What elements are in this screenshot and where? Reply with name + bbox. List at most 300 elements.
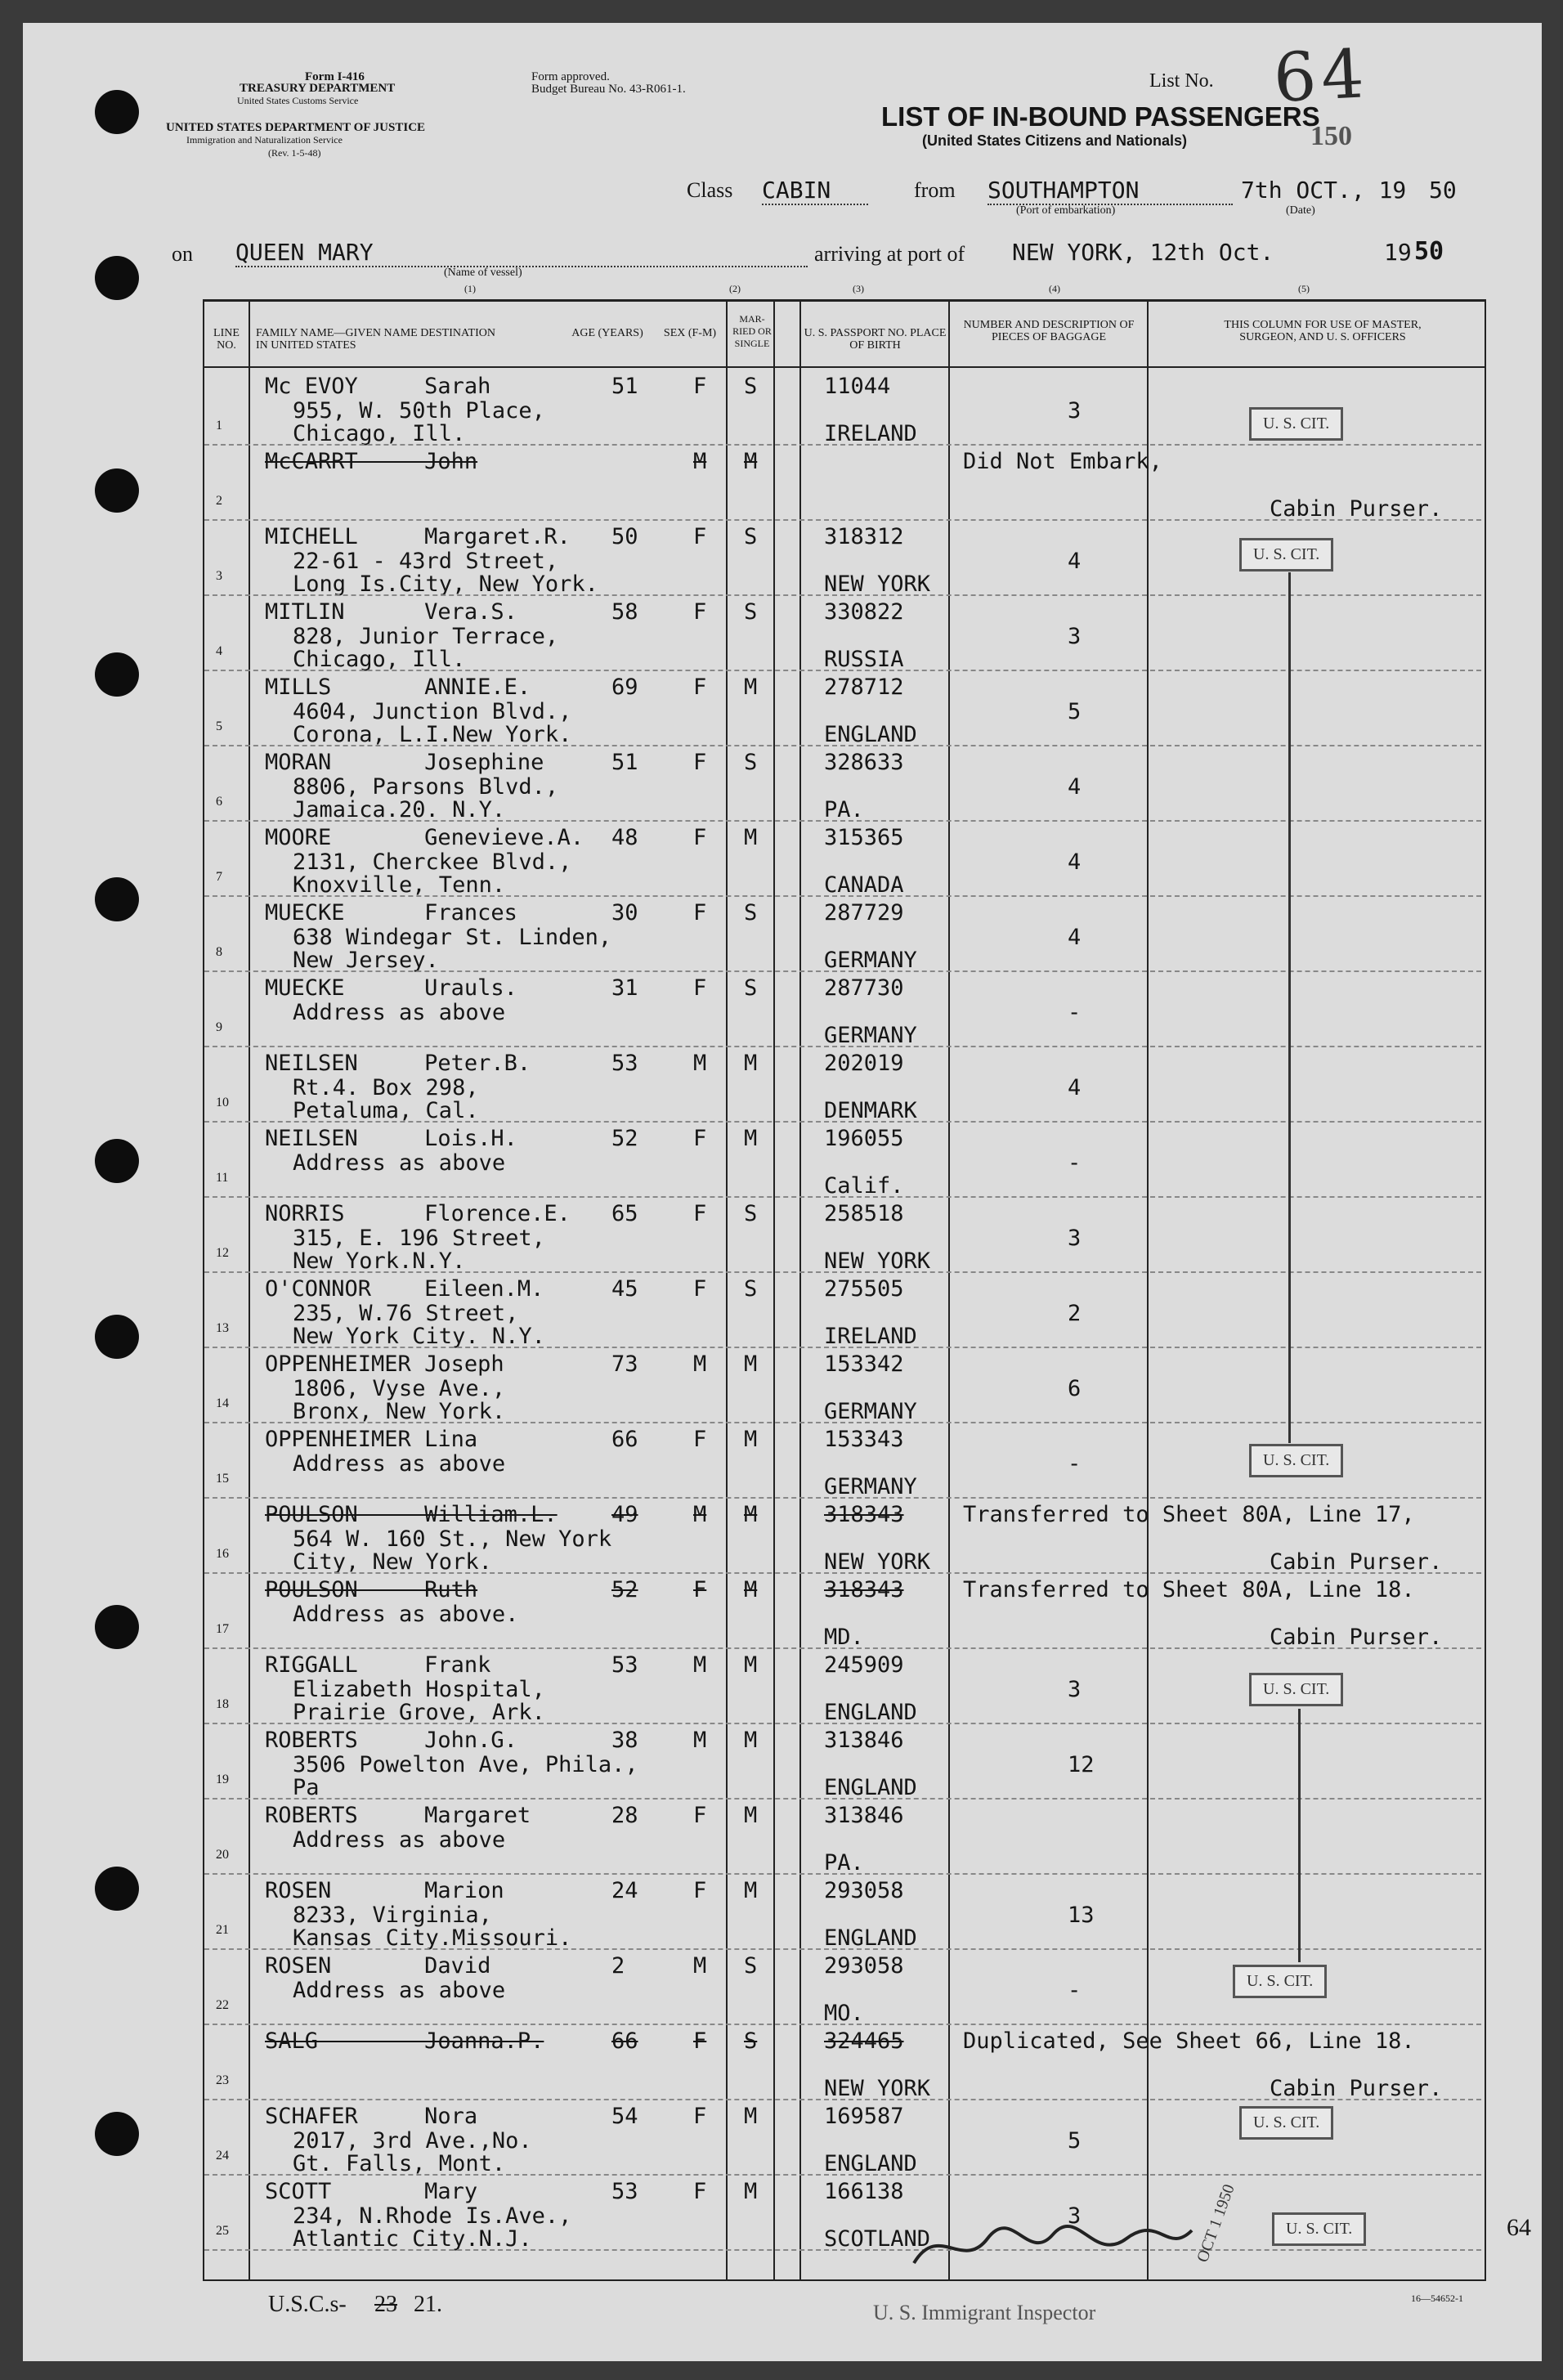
page-number: 150 — [1310, 121, 1352, 151]
passenger-age: 69 — [611, 675, 638, 700]
col-divider — [948, 299, 950, 2279]
passport-number: 293058 — [824, 1953, 904, 1979]
passport-number: 153343 — [824, 1427, 904, 1452]
passport-number: 202019 — [824, 1051, 904, 1076]
address-line-1: Address as above — [293, 1978, 506, 2003]
passenger-sex: F — [693, 1427, 707, 1452]
place-of-birth: PA. — [824, 1850, 864, 1876]
passport-number: 313846 — [824, 1803, 904, 1828]
passenger-name: MILLS ANNIE.E. — [265, 675, 531, 700]
passenger-sex: M — [693, 1953, 707, 1979]
passenger-name: MORAN Josephine — [265, 750, 544, 775]
line-number: 16 — [216, 1547, 229, 1561]
address-line-1: 564 W. 160 St., New York — [293, 1526, 612, 1552]
punch-hole — [95, 1605, 139, 1649]
marital-status: M — [744, 1427, 758, 1452]
passenger-age: 54 — [611, 2104, 638, 2129]
address-line-1: Address as above — [293, 1827, 506, 1853]
line-number: 17 — [216, 1622, 229, 1636]
baggage-count: 5 — [1068, 2128, 1082, 2154]
line-number: 14 — [216, 1396, 229, 1410]
marital-status: S — [744, 975, 758, 1001]
passport-number: 245909 — [824, 1652, 904, 1678]
line-number: 9 — [216, 1020, 222, 1034]
passenger-name: MOORE Genevieve.A. — [265, 825, 584, 850]
purser-note: Did Not Embark, — [963, 449, 1162, 474]
col-divider — [1147, 299, 1149, 2279]
line-number: 19 — [216, 1773, 229, 1786]
inspector-caption: U. S. Immigrant Inspector — [873, 2301, 1096, 2324]
passenger-sex: F — [693, 2179, 707, 2204]
corner-note: 64 — [1507, 2214, 1531, 2241]
stamp-bracket-line — [1298, 1709, 1301, 1962]
passenger-sex: F — [693, 1276, 707, 1302]
col-num-4: (4) — [1049, 283, 1060, 294]
passenger-sex: F — [693, 975, 707, 1001]
passenger-name: ROSEN David — [265, 1953, 491, 1979]
address-line-1: Elizabeth Hospital, — [293, 1677, 545, 1702]
baggage-count: 4 — [1068, 849, 1082, 875]
marital-status: S — [744, 750, 758, 775]
address-line-2: Pa — [293, 1775, 320, 1800]
purser-note: Transferred to Sheet 80A, Line 17, — [963, 1502, 1415, 1527]
baggage-count: 2 — [1068, 1301, 1082, 1326]
marital-status: M — [744, 1502, 758, 1527]
marital-status: M — [744, 449, 758, 474]
passenger-name: SCHAFER Nora — [265, 2104, 478, 2129]
baggage-count: 12 — [1068, 1752, 1095, 1777]
passport-number: 318343 — [824, 1502, 904, 1527]
punch-hole — [95, 256, 139, 300]
marital-status: M — [744, 1803, 758, 1828]
document-sheet — [23, 23, 1542, 2361]
address-line-1: 955, W. 50th Place, — [293, 398, 545, 424]
print-code: 16—54652-1 — [1411, 2293, 1463, 2304]
punch-hole — [95, 652, 139, 697]
passenger-age: 38 — [611, 1728, 638, 1753]
passenger-sex: F — [693, 825, 707, 850]
marital-status: M — [744, 675, 758, 700]
passenger-name: Mc EVOY Sarah — [265, 374, 491, 399]
passenger-age: 66 — [611, 2028, 638, 2054]
place-of-birth: GERMANY — [824, 1023, 917, 1048]
address-line-2: New York.N.Y. — [293, 1248, 466, 1274]
passport-number: 11044 — [824, 374, 891, 399]
place-of-birth: NEW YORK — [824, 1248, 931, 1274]
marital-status: S — [744, 374, 758, 399]
punch-hole — [95, 90, 139, 134]
col-divider — [726, 299, 728, 2279]
passenger-name: POULSON William.L. — [265, 1502, 558, 1527]
dept-name: TREASURY DEPARTMENT — [240, 82, 396, 95]
date-stamp: OCT 1 1950 — [1193, 2181, 1238, 2265]
address-line-2: Chicago, Ill. — [293, 421, 466, 446]
passenger-age: 28 — [611, 1803, 638, 1828]
baggage-count: 4 — [1068, 925, 1082, 950]
list-title: LIST OF IN-BOUND PASSENGERS — [881, 101, 1320, 132]
purser-signoff: Cabin Purser. — [1270, 496, 1443, 522]
punch-hole — [95, 1315, 139, 1359]
line-number: 24 — [216, 2149, 229, 2163]
passenger-sex: F — [693, 1803, 707, 1828]
passenger-age: 51 — [611, 750, 638, 775]
passenger-name: MICHELL Margaret.R. — [265, 524, 571, 549]
passenger-sex: F — [693, 750, 707, 775]
row-divider — [204, 2174, 1481, 2176]
col-num-2: (2) — [729, 283, 741, 294]
line-number: 6 — [216, 795, 222, 809]
justice-dept: UNITED STATES DEPARTMENT OF JUSTICE — [166, 121, 426, 134]
col-head-officers: THIS COLUMN FOR USE OF MASTER, SURGEON, AND U. S. OFFICERS — [1224, 319, 1422, 343]
row-divider — [204, 1798, 1481, 1800]
place-of-birth: NEW YORK — [824, 2076, 931, 2101]
address-line-2: New York City. N.Y. — [293, 1324, 545, 1349]
purser-signoff: Cabin Purser. — [1270, 1625, 1443, 1650]
arrival-year: 50 — [1414, 237, 1444, 266]
passport-number: 293058 — [824, 1878, 904, 1903]
baggage-count: 3 — [1068, 1677, 1082, 1702]
passenger-age: 2 — [611, 1953, 625, 1979]
place-of-birth: Calif. — [824, 1173, 904, 1199]
line-number: 5 — [216, 719, 222, 733]
baggage-count: 4 — [1068, 774, 1082, 800]
baggage-count: 4 — [1068, 1075, 1082, 1100]
port-embark-caption: (Port of embarkation) — [1016, 204, 1116, 217]
address-line-2: Petaluma, Cal. — [293, 1098, 479, 1123]
ins-name: Immigration and Naturalization Service — [186, 134, 343, 146]
address-line-2: Jamaica.20. N.Y. — [293, 797, 506, 822]
place-of-birth: GERMANY — [824, 1399, 917, 1424]
place-of-birth: GERMANY — [824, 1474, 917, 1499]
inspector-signature — [906, 2214, 1200, 2279]
col-divider — [773, 299, 775, 2279]
passenger-sex: M — [693, 1502, 707, 1527]
col-num-3: (3) — [853, 283, 864, 294]
address-line-2: Long Is.City, New York. — [293, 571, 598, 597]
passenger-sex: F — [693, 2028, 707, 2054]
from-value: SOUTHAMPTON — [988, 177, 1233, 205]
line-number: 1 — [216, 419, 222, 433]
line-number: 20 — [216, 1848, 229, 1862]
service-name: United States Customs Service — [237, 95, 359, 106]
passenger-name: NEILSEN Peter.B. — [265, 1051, 531, 1076]
col-num-5: (5) — [1298, 283, 1310, 294]
address-line-1: Address as above — [293, 1451, 506, 1477]
passenger-name: MUECKE Frances — [265, 900, 517, 926]
vessel-name: QUEEN MARY — [235, 239, 808, 267]
place-of-birth: CANADA — [824, 872, 904, 898]
stamp-bracket-line — [1288, 572, 1291, 1443]
marital-status: S — [744, 599, 758, 625]
passenger-age: 49 — [611, 1502, 638, 1527]
arrival-year-prefix: 19 — [1384, 239, 1412, 266]
row-divider — [204, 519, 1481, 521]
passenger-name: SALG Joanna.P. — [265, 2028, 544, 2054]
passenger-age: 58 — [611, 599, 638, 625]
passenger-sex: F — [693, 1577, 707, 1602]
passport-number: 328633 — [824, 750, 904, 775]
address-line-1: 3506 Powelton Ave, Phila., — [293, 1752, 638, 1777]
line-number: 21 — [216, 1923, 229, 1937]
passport-number: 196055 — [824, 1126, 904, 1151]
passport-number: 287730 — [824, 975, 904, 1001]
list-no-handwritten: 64 — [1271, 35, 1371, 118]
col-head-age: AGE (YEARS) — [571, 327, 643, 339]
line-number: 15 — [216, 1472, 229, 1486]
header-rule — [203, 366, 1485, 368]
passport-number: 287729 — [824, 900, 904, 926]
marital-status: M — [744, 1577, 758, 1602]
marital-status: M — [744, 1351, 758, 1377]
passenger-name: SCOTT Mary — [265, 2179, 478, 2204]
passenger-age: 52 — [611, 1126, 638, 1151]
marital-status: M — [744, 1126, 758, 1151]
class-label: Class — [687, 178, 733, 202]
col-head-line-no: LINE NO. — [213, 327, 240, 352]
us-cit-stamp: U. S. CIT. — [1239, 2106, 1333, 2140]
col-divider — [249, 299, 250, 2279]
class-value: CABIN — [762, 177, 868, 205]
purser-signoff: Cabin Purser. — [1270, 1549, 1443, 1575]
row-divider — [204, 1647, 1481, 1649]
passenger-sex: F — [693, 599, 707, 625]
uscs-label: U.S.C.s- — [268, 2292, 347, 2317]
marital-status: M — [744, 1051, 758, 1076]
baggage-count: 6 — [1068, 1376, 1082, 1401]
marital-status: S — [744, 2028, 758, 2054]
arrival-port: NEW YORK, 12th Oct. — [1012, 239, 1274, 266]
address-line-1: 234, N.Rhode Is.Ave., — [293, 2203, 572, 2229]
col-head-sex: SEX (F-M) — [663, 327, 717, 339]
passenger-sex: F — [693, 1126, 707, 1151]
uscs-number: 21. — [414, 2292, 442, 2317]
line-number: 25 — [216, 2224, 229, 2238]
passport-number: 324465 — [824, 2028, 904, 2054]
marital-status: M — [744, 1878, 758, 1903]
us-cit-stamp: U. S. CIT. — [1233, 1965, 1327, 1998]
form-rev: (Rev. 1-5-48) — [268, 147, 321, 159]
passport-number: 169587 — [824, 2104, 904, 2129]
punch-hole — [95, 2112, 139, 2156]
marital-status: S — [744, 1953, 758, 1979]
passenger-sex: F — [693, 675, 707, 700]
baggage-count: 13 — [1068, 1903, 1095, 1928]
address-line-2: Prairie Grove, Ark. — [293, 1700, 545, 1725]
address-line-1: 2017, 3rd Ave.,No. — [293, 2128, 532, 2154]
passenger-sex: M — [693, 1728, 707, 1753]
passenger-sex: F — [693, 374, 707, 399]
address-line-2: Knoxville, Tenn. — [293, 872, 506, 898]
passenger-sex: M — [693, 449, 707, 474]
marital-status: M — [744, 1652, 758, 1678]
us-cit-stamp: U. S. CIT. — [1272, 2212, 1366, 2246]
address-line-1: 638 Windegar St. Linden, — [293, 925, 612, 950]
marital-status: S — [744, 900, 758, 926]
passenger-age: 24 — [611, 1878, 638, 1903]
passport-number: 278712 — [824, 675, 904, 700]
address-line-1: 8806, Parsons Blvd., — [293, 774, 559, 800]
col-head-married: MAR-RIED OR SINGLE — [732, 313, 772, 349]
passenger-sex: M — [693, 1652, 707, 1678]
passenger-name: McCARRT John — [265, 449, 478, 474]
baggage-count: 4 — [1068, 549, 1082, 574]
line-number: 8 — [216, 945, 222, 959]
address-line-2: Corona, L.I.New York. — [293, 722, 572, 747]
passenger-name: NORRIS Florence.E. — [265, 1201, 571, 1226]
passenger-name: NEILSEN Lois.H. — [265, 1126, 517, 1151]
marital-status: S — [744, 524, 758, 549]
baggage-count: 5 — [1068, 699, 1082, 724]
row-divider — [204, 1572, 1481, 1574]
address-line-1: 22-61 - 43rd Street, — [293, 549, 559, 574]
passenger-sex: F — [693, 1878, 707, 1903]
passenger-age: 30 — [611, 900, 638, 926]
passenger-sex: F — [693, 900, 707, 926]
marital-status: M — [744, 1728, 758, 1753]
passenger-sex: F — [693, 1201, 707, 1226]
line-number: 12 — [216, 1246, 229, 1260]
place-of-birth: MD. — [824, 1625, 864, 1650]
address-line-2: Kansas City.Missouri. — [293, 1925, 572, 1951]
place-of-birth: RUSSIA — [824, 647, 904, 672]
place-of-birth: ENGLAND — [824, 1700, 917, 1725]
line-number: 23 — [216, 2073, 229, 2087]
us-cit-stamp: U. S. CIT. — [1249, 1444, 1343, 1477]
budget-bureau: Budget Bureau No. 43-R061-1. — [531, 83, 686, 96]
punch-hole — [95, 877, 139, 921]
passport-number: 318343 — [824, 1577, 904, 1602]
row-divider — [204, 2249, 1481, 2251]
us-cit-stamp: U. S. CIT. — [1239, 538, 1333, 571]
passport-number: 318312 — [824, 524, 904, 549]
address-line-2: Gt. Falls, Mont. — [293, 2151, 506, 2176]
place-of-birth: NEW YORK — [824, 1549, 931, 1575]
address-line-1: Rt.4. Box 298, — [293, 1075, 479, 1100]
passenger-name: RIGGALL Frank — [265, 1652, 491, 1678]
address-line-1: Address as above — [293, 1000, 506, 1025]
purser-signoff: Cabin Purser. — [1270, 2076, 1443, 2101]
address-line-1: 235, W.76 Street, — [293, 1301, 519, 1326]
row-divider — [204, 1873, 1481, 1875]
table-top-rule — [203, 299, 1485, 302]
passenger-age: 53 — [611, 1652, 638, 1678]
passenger-name: ROBERTS John.G. — [265, 1728, 517, 1753]
address-line-1: 828, Junior Terrace, — [293, 624, 559, 649]
list-subtitle: (United States Citizens and Nationals) — [922, 132, 1188, 149]
form-approved: Form approved. — [531, 70, 610, 83]
passenger-name: OPPENHEIMER Lina — [265, 1427, 478, 1452]
passenger-sex: F — [693, 2104, 707, 2129]
passenger-age: 31 — [611, 975, 638, 1001]
punch-hole — [95, 1139, 139, 1183]
passenger-age: 65 — [611, 1201, 638, 1226]
row-divider — [204, 1948, 1481, 1950]
place-of-birth: ENGLAND — [824, 722, 917, 747]
passport-number: 166138 — [824, 2179, 904, 2204]
address-line-2: Chicago, Ill. — [293, 647, 466, 672]
col-num-1: (1) — [464, 283, 476, 294]
sail-year: 50 — [1429, 177, 1457, 204]
col-head-passport: U. S. PASSPORT NO. PLACE OF BIRTH — [804, 327, 947, 352]
place-of-birth: MO. — [824, 2001, 864, 2026]
address-line-2: New Jersey. — [293, 948, 439, 973]
line-number: 2 — [216, 494, 222, 508]
place-of-birth: PA. — [824, 797, 864, 822]
passenger-name: ROBERTS Margaret — [265, 1803, 531, 1828]
passenger-age: 48 — [611, 825, 638, 850]
row-divider — [204, 1497, 1481, 1499]
address-line-1: 315, E. 196 Street, — [293, 1226, 545, 1251]
passport-number: 258518 — [824, 1201, 904, 1226]
arriving-label: arriving at port of — [814, 242, 965, 266]
passenger-age: 66 — [611, 1427, 638, 1452]
baggage-count: 3 — [1068, 2203, 1082, 2229]
baggage-count: 3 — [1068, 398, 1082, 424]
passenger-sex: M — [693, 1051, 707, 1076]
col-head-name: FAMILY NAME—GIVEN NAME DESTINATION IN UNITED STATES — [256, 327, 495, 352]
form-id: Form I-416 — [305, 70, 365, 83]
passenger-age: 53 — [611, 1051, 638, 1076]
passenger-age: 53 — [611, 2179, 638, 2204]
line-number: 13 — [216, 1321, 229, 1335]
passenger-age: 52 — [611, 1577, 638, 1602]
passenger-sex: M — [693, 1351, 707, 1377]
baggage-count: - — [1068, 1150, 1082, 1176]
col-head-baggage: NUMBER AND DESCRIPTION OF PIECES OF BAGGAGE — [963, 319, 1135, 343]
address-line-1: 8233, Virginia, — [293, 1903, 492, 1928]
passport-number: 315365 — [824, 825, 904, 850]
passenger-name: MITLIN Vera.S. — [265, 599, 517, 625]
marital-status: M — [744, 2179, 758, 2204]
row-divider — [204, 2024, 1481, 2025]
passport-number: 313846 — [824, 1728, 904, 1753]
on-label: on — [172, 242, 193, 266]
line-number: 10 — [216, 1096, 229, 1109]
place-of-birth: ENGLAND — [824, 1925, 917, 1951]
line-number: 22 — [216, 1998, 229, 2012]
address-line-1: 4604, Junction Blvd., — [293, 699, 572, 724]
address-line-1: Address as above — [293, 1150, 506, 1176]
line-number: 4 — [216, 644, 222, 658]
place-of-birth: SCOTLAND — [824, 2226, 931, 2252]
list-no-label: List No. — [1149, 70, 1214, 92]
address-line-1: 1806, Vyse Ave., — [293, 1376, 506, 1401]
address-line-2: City, New York. — [293, 1549, 492, 1575]
place-of-birth: GERMANY — [824, 948, 917, 973]
address-line-2: Bronx, New York. — [293, 1399, 506, 1424]
passenger-name: MUECKE Urauls. — [265, 975, 517, 1001]
row-divider — [204, 1723, 1481, 1724]
passport-number: 153342 — [824, 1351, 904, 1377]
us-cit-stamp: U. S. CIT. — [1249, 407, 1343, 441]
passenger-name: POULSON Ruth — [265, 1577, 478, 1602]
punch-hole — [95, 468, 139, 513]
baggage-count: - — [1068, 1451, 1082, 1477]
row-divider — [204, 444, 1481, 446]
passenger-age: 45 — [611, 1276, 638, 1302]
row-divider — [204, 2099, 1481, 2100]
passenger-sex: F — [693, 524, 707, 549]
line-number: 3 — [216, 569, 222, 583]
date-caption: (Date) — [1286, 204, 1315, 217]
from-label: from — [914, 178, 956, 202]
line-number: 18 — [216, 1697, 229, 1711]
passport-number: 275505 — [824, 1276, 904, 1302]
uscs-struck: 23 — [374, 2292, 397, 2317]
passenger-age: 50 — [611, 524, 638, 549]
marital-status: M — [744, 825, 758, 850]
marital-status: M — [744, 2104, 758, 2129]
